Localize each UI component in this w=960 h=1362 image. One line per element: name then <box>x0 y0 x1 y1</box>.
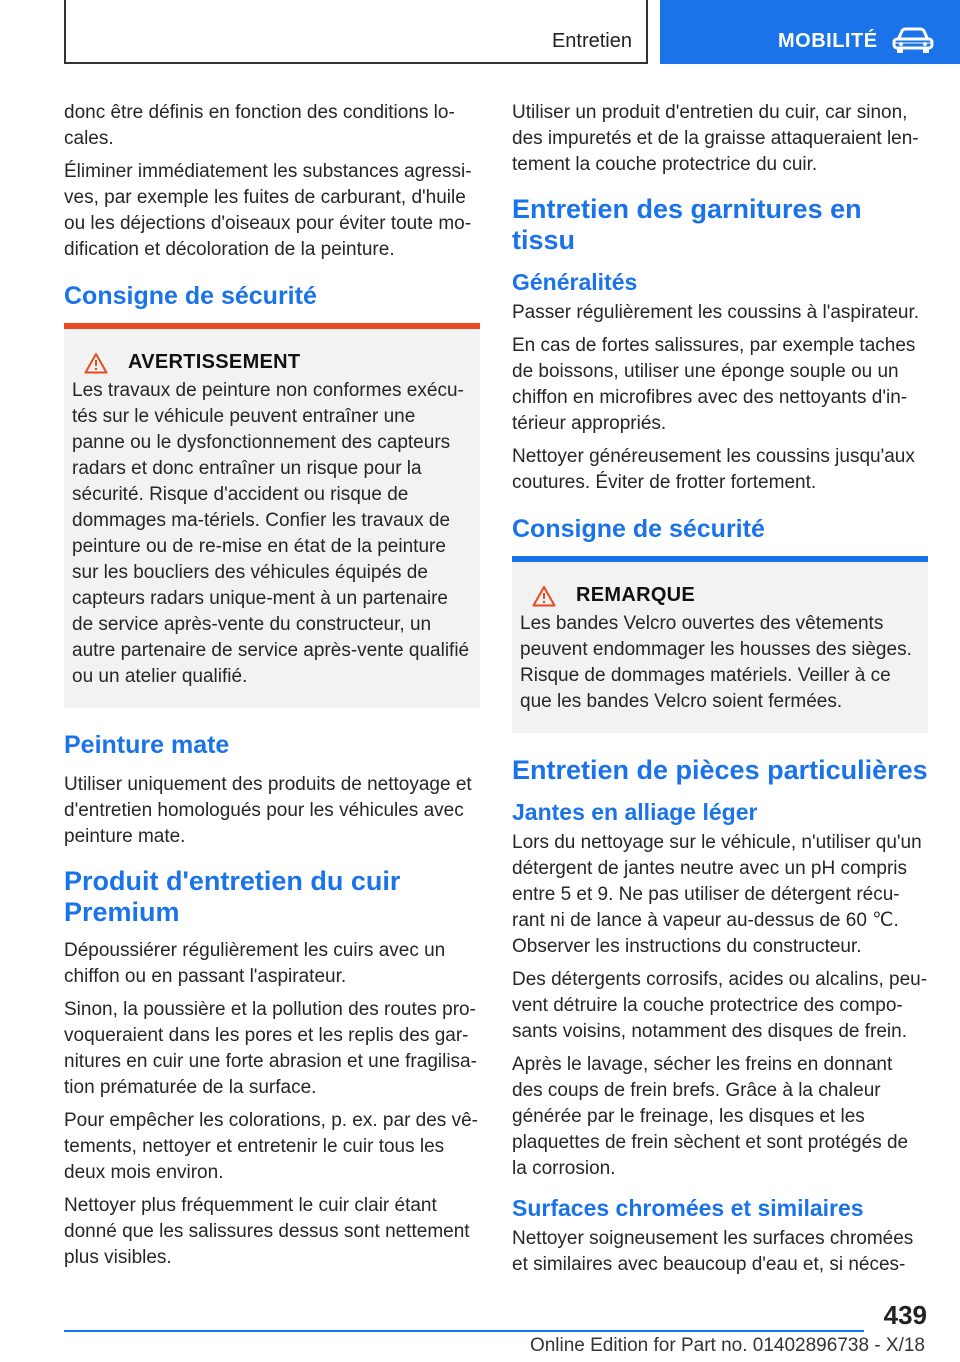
heading-matte: Peinture mate <box>64 731 230 759</box>
footer-divider <box>64 1330 864 1332</box>
heading-parts: Entretien de pièces particulières <box>512 755 928 785</box>
warning-title: AVERTISSEMENT <box>128 351 301 373</box>
heading-leather: Produit d'entretien du cuir Premium <box>64 866 401 927</box>
heading-safety: Consigne de sécurité <box>64 282 317 310</box>
paragraph: donc être définis en fonction des conditions lo-cales. <box>64 102 455 149</box>
paragraph: Utiliser un produit d'entretien du cuir, car sinon, des impuretés et de la graisse attaqueraient len-tement la couche protectrice du cuir. <box>512 102 919 175</box>
heading-rims: Jantes en alliage léger <box>512 799 758 825</box>
section-title: Entretien <box>551 30 632 52</box>
left-column <box>64 100 480 1278</box>
paragraph: Utiliser uniquement des produits de nettoyage et d'entretien homologués pour les véhicules avec peinture mate. <box>64 774 472 847</box>
warning-triangle-icon <box>84 352 108 374</box>
paragraph: Dépoussiérer régulièrement les cuirs avec un chiffon ou en passant l'aspirateur. <box>64 940 446 987</box>
warning-box <box>64 323 480 708</box>
heading-safety: Consigne de sécurité <box>512 515 765 543</box>
paragraph: Après le lavage, sécher les freins en donnant des coups de frein brefs. Grâce à la chaleur générée par le freinage, les disques et les plaquettes de frein sèchent et sont protégés de la corrosion. <box>512 1054 909 1179</box>
warning-triangle-icon <box>532 585 556 607</box>
note-text: Les bandes Velcro ouvertes des vêtements peuvent endommager les housses des sièges. Risque de dommages matériels. Veiller à ce que les bandes Velcro soient fermées. <box>520 613 912 712</box>
paragraph: Nettoyer généreusement les coussins jusqu'aux coutures. Éviter de frotter fortement. <box>512 446 915 493</box>
heading-chrome: Surfaces chromées et similaires <box>512 1195 864 1221</box>
note-box <box>512 556 928 733</box>
paragraph: Pour empêcher les colorations, p. ex. par des vê-tements, nettoyer et entretenir le cuir tous les deux mois environ. <box>64 1110 478 1183</box>
header-section-box <box>64 0 648 64</box>
paragraph: Lors du nettoyage sur le véhicule, n'utiliser qu'un détergent de jantes neutre avec un pH compris entre 5 et 9. Ne pas utiliser de détergent récu-rant ni de lance à vapeur au-dessus de 60 ℃. Observer les instructions du constructeur. <box>512 832 922 957</box>
footer-edition: Online Edition for Part no. 01402896738 - X/18 <box>529 1335 925 1356</box>
paragraph: Des détergents corrosifs, acides ou alcalins, peu-vent détruire la couche protectrice des compo-sants voisins, notamment des disques de frein. <box>512 969 928 1042</box>
paragraph: Passer régulièrement les coussins à l'aspirateur. <box>512 302 920 323</box>
paragraph: Éliminer immédiatement les substances agressi-ves, par exemple les fuites de carburant, d'huile ou les déjections d'oiseaux pour éviter toute mo-dification et décoloration de la peinture. <box>64 161 472 260</box>
warning-text: Les travaux de peinture non conformes exécu-tés sur le véhicule peuvent entraîner une panne ou le dysfonctionnement des capteurs radars et donc entraîner un risque pour la sécurité. Risque d'accident ou risque de dommages ma-tériels. Confier les travaux de peinture ou de re-mise en état de la peinture sur les boucliers des véhicules équipés de capteurs radars unique-ment à un partenaire de service après-vente du constructeur, un autre partenaire de service après-vente qualifié ou un atelier qualifié. <box>72 380 470 687</box>
chapter-title: MOBILITÉ <box>778 30 878 52</box>
paragraph: Nettoyer soigneusement les surfaces chromées et similaires avec beaucoup d'eau et, si néces- <box>512 1228 914 1275</box>
heading-fabric: Entretien des garnitures en tissu <box>512 194 862 255</box>
paragraph: Nettoyer plus fréquemment le cuir clair étant donné que les salissures dessus sont nettement plus visibles. <box>64 1195 470 1268</box>
paragraph: En cas de fortes salissures, par exemple taches de boissons, utiliser une éponge souple ou un chiffon en microfibres avec des nettoyants d'in-térieur appropriés. <box>512 335 916 434</box>
paragraph: Sinon, la poussière et la pollution des routes pro-voqueraient dans les pores et les replis des gar-nitures en cuir une forte abrasion et une fragilisa-tion prématurée de la surface. <box>64 999 477 1098</box>
page-number: 439 <box>883 1300 927 1330</box>
heading-general: Généralités <box>512 269 638 295</box>
header-chapter-tab <box>660 0 960 64</box>
car-icon <box>892 26 934 54</box>
note-title: REMARQUE <box>576 584 696 606</box>
right-column <box>512 100 928 1285</box>
